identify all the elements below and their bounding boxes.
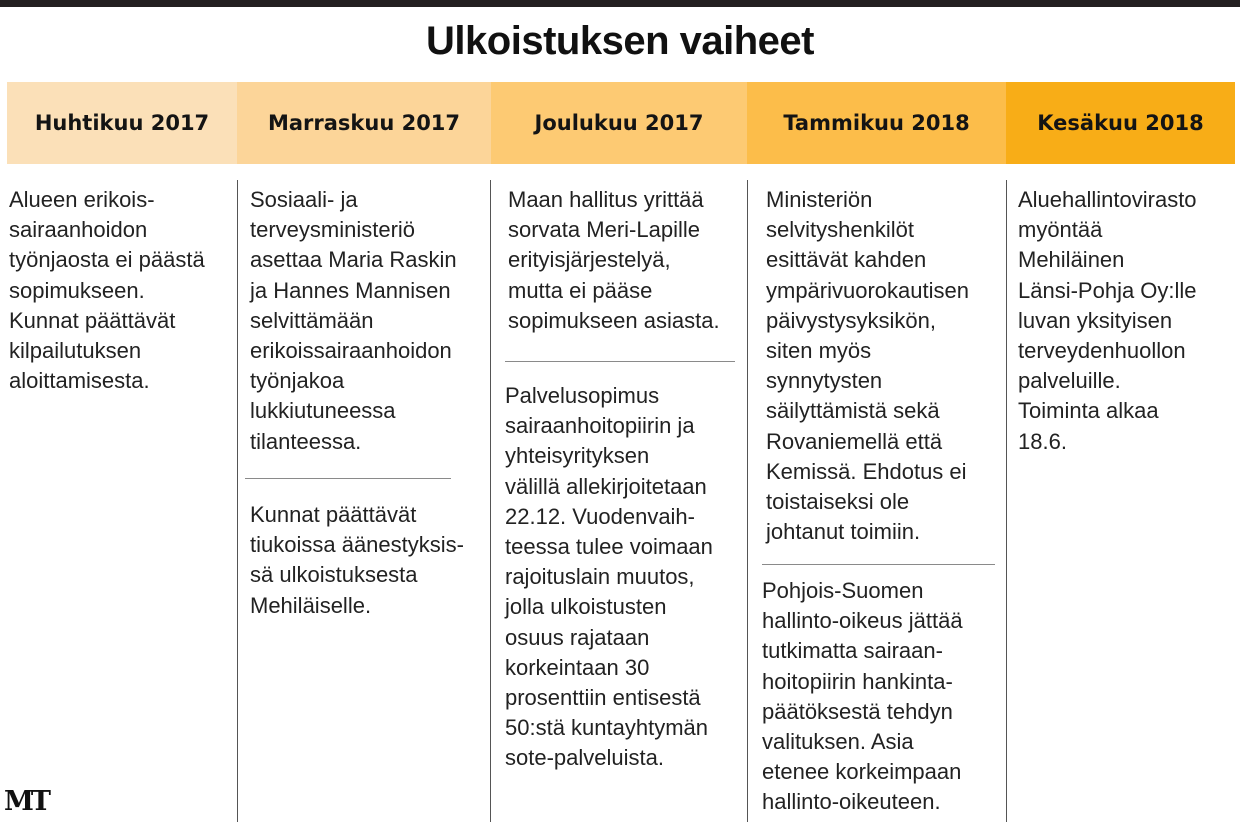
event-line: selvityshenkilöt xyxy=(766,217,914,243)
event-line: selvittämään xyxy=(250,307,374,333)
event-line: asettaa Maria Raskin xyxy=(250,247,457,273)
event-line: lukkiutuneessa xyxy=(250,398,396,424)
event-line: sä ulkoistuksesta xyxy=(250,562,418,588)
event-line: hallinto-oikeuteen. xyxy=(762,789,941,815)
page-title: Ulkoistuksen vaiheet xyxy=(426,19,814,63)
event-line: 22.12. Vuodenvaih- xyxy=(505,503,695,529)
event-line: sopimukseen asiasta. xyxy=(508,307,720,333)
event-line: synnytysten xyxy=(766,368,883,394)
column-divider xyxy=(490,180,491,822)
event-line: Maan hallitus yrittää xyxy=(508,187,704,212)
event-line: päätöksestä tehdyn xyxy=(762,698,953,724)
event-line: prosenttiin entisestä xyxy=(505,685,701,711)
event-line: luvan yksityisen xyxy=(1018,307,1173,333)
event-text xyxy=(250,185,457,457)
column-divider xyxy=(747,180,748,822)
event-text xyxy=(1018,185,1197,457)
event-line: Alueen erikois- xyxy=(9,187,155,212)
event-line: Sosiaali- ja xyxy=(250,187,358,212)
event-line: ympärivuorokautisen xyxy=(766,277,969,303)
event-line: korkeintaan 30 xyxy=(505,654,650,680)
event-line: myöntää xyxy=(1018,217,1103,243)
phase-header-kesakuu-2018: Kesäkuu 2018 xyxy=(1006,82,1235,164)
event-line: johtanut toimiin. xyxy=(766,519,921,545)
event-line: siten myös xyxy=(766,338,872,364)
column-divider xyxy=(237,180,238,822)
event-line: sote-palveluista. xyxy=(505,745,664,771)
event-line: erityisjärjestelyä, xyxy=(508,247,671,273)
event-line: terveydenhuollon xyxy=(1018,338,1186,364)
event-line: Kunnat päättävät xyxy=(9,307,176,333)
event-line: säilyttämistä sekä xyxy=(766,398,940,424)
event-line: sorvata Meri-Lapille xyxy=(508,217,700,243)
event-line: työnjakoa xyxy=(250,368,345,394)
event-line: mutta ei pääse xyxy=(508,277,653,303)
event-line: Aluehallintovirasto xyxy=(1018,187,1197,212)
phase-header-huhtikuu-2017: Huhtikuu 2017 xyxy=(7,82,237,164)
event-line: rajoituslain muutos, xyxy=(505,564,695,590)
event-line: sairaanhoidon xyxy=(9,217,148,243)
phase-header-marraskuu-2017: Marraskuu 2017 xyxy=(237,82,491,164)
event-separator xyxy=(245,478,451,479)
event-text xyxy=(762,576,963,818)
event-line: 18.6. xyxy=(1018,428,1067,454)
event-line: erikoissairaanhoidon xyxy=(250,338,452,364)
event-line: terveysministeriö xyxy=(250,217,416,243)
event-line: aloittamisesta. xyxy=(9,368,150,394)
event-text xyxy=(766,185,969,547)
event-line: päivystysyksikön, xyxy=(766,307,936,333)
event-line: esittävät kahden xyxy=(766,247,927,273)
event-line: välillä allekirjoitetaan xyxy=(505,473,707,499)
event-line: työnjaosta ei päästä xyxy=(9,247,205,273)
top-rule xyxy=(0,0,1240,7)
phase-header-joulukuu-2017: Joulukuu 2017 xyxy=(491,82,747,164)
event-line: Toiminta alkaa xyxy=(1018,398,1159,424)
event-line: Ministeriön xyxy=(766,187,873,212)
event-line: tilanteessa. xyxy=(250,428,362,454)
event-line: tutkimatta sairaan- xyxy=(762,638,943,664)
event-line: hallinto-oikeus jättää xyxy=(762,608,963,634)
event-line: sopimukseen. xyxy=(9,277,145,303)
event-text xyxy=(505,381,713,774)
event-line: jolla ulkoistusten xyxy=(505,594,667,620)
event-separator xyxy=(505,361,735,362)
event-line: hoitopiirin hankinta- xyxy=(762,668,953,694)
event-text xyxy=(9,185,205,396)
event-line: palveluille. xyxy=(1018,368,1121,394)
mt-logo: MT xyxy=(4,786,48,817)
event-line: kilpailutuksen xyxy=(9,338,142,364)
event-line: osuus rajataan xyxy=(505,624,650,650)
timeline-header xyxy=(7,82,1235,164)
event-line: sairaanhoitopiirin ja xyxy=(505,413,695,439)
event-line: Palvelusopimus xyxy=(505,383,660,408)
event-line: Mehiläinen xyxy=(1018,247,1125,273)
event-line: Kemissä. Ehdotus ei xyxy=(766,458,967,484)
event-line: teessa tulee voimaan xyxy=(505,534,713,560)
event-separator xyxy=(762,564,995,565)
event-line: toistaiseksi ole xyxy=(766,489,910,515)
event-line: valituksen. Asia xyxy=(762,729,914,755)
event-line: Mehiläiselle. xyxy=(250,592,372,618)
event-line: 50:stä kuntayhtymän xyxy=(505,715,709,741)
event-text xyxy=(508,185,720,336)
column-divider xyxy=(1006,180,1007,822)
event-line: Länsi-Pohja Oy:lle xyxy=(1018,277,1197,303)
event-line: ja Hannes Mannisen xyxy=(250,277,451,303)
event-text xyxy=(250,500,464,621)
event-line: Pohjois-Suomen xyxy=(762,578,924,603)
phase-header-tammikuu-2018: Tammikuu 2018 xyxy=(747,82,1006,164)
event-line: etenee korkeimpaan xyxy=(762,759,962,785)
event-line: Rovaniemellä että xyxy=(766,428,943,454)
event-line: yhteisyrityksen xyxy=(505,443,650,469)
event-line: Kunnat päättävät xyxy=(250,502,417,527)
event-line: tiukoissa äänestyksis- xyxy=(250,532,464,558)
